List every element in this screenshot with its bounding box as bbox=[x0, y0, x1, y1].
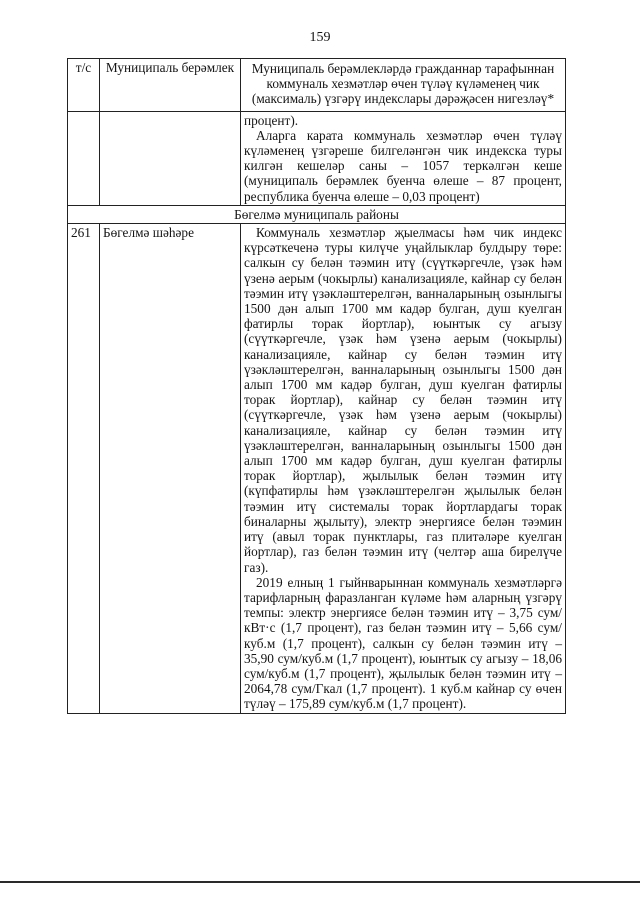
row-municipality: Бөгелмә шәһәре bbox=[100, 224, 241, 714]
district-row bbox=[68, 205, 566, 223]
data-table bbox=[67, 58, 566, 714]
header-municipality: Муниципаль берәмлек bbox=[100, 59, 241, 112]
continuation-num-cell bbox=[68, 111, 100, 205]
bottom-scan-border bbox=[0, 881, 640, 883]
page-number: 159 bbox=[309, 30, 331, 45]
row-num: 261 bbox=[68, 224, 100, 714]
row-text-cell bbox=[241, 224, 566, 714]
table-row bbox=[68, 224, 566, 714]
continuation-paragraph: Аларга карата коммуналь хезмәтләр өчен түләү күләменең үзгәреше билгеләнгән чик индекска туры килгән кешеләр саны – 1057 теркәлгән кеше (муниципаль берәмлек буенча өлеше – 87 процент, республика буенча өлеше – 0,03 процент) bbox=[244, 127, 562, 204]
continuation-text-cell bbox=[241, 111, 566, 205]
table-header-row bbox=[68, 59, 566, 112]
row-paragraph: 2019 елның 1 гыйнварыннан коммуналь хезмәтләргә тарифларның фаразланган күләме һәм аларның үзгәрү темпы: электр энергиясе белән тәэмин итү – 3,75 сум/кВт·с (1,7 процент), газ белән тәэмин итү – 5,66 сум/куб.м (1,7 процент), салкын су белән тәэмин итү – 35,90 сум/куб.м (1,7 процент), юынтык су агызу – 18,06 сум/куб.м (1,7 процент), җылылык белән тәэмин итү – 2064,78 сум/Гкал (1,7 процент). 1 куб.м кайнар су өчен түләү – 175,89 сум/куб.м (1,7 процент). bbox=[244, 574, 562, 712]
continuation-row bbox=[68, 111, 566, 205]
continuation-paragraph: процент). bbox=[244, 112, 299, 128]
continuation-municipality-cell bbox=[100, 111, 241, 205]
district-title: Бөгелмә муниципаль районы bbox=[68, 205, 566, 223]
header-indicator: Муниципаль берәмлекләрдә гражданнар тарафыннан коммуналь хезмәтләр өчен түләү күләменең чик (максималь) үзгәрү индекслары дәрәҗәсен нигезләү* bbox=[241, 59, 566, 112]
header-num: т/с bbox=[68, 59, 100, 112]
row-paragraph: Коммуналь хезмәтләр җыелмасы һәм чик индекс күрсәткеченә туры килүче уңайлыклар булдыру төре: салкын су белән тәэмин итү (сүүткәргечле, үзәк һәм үзенә аерым (чокырлы) канализацияле, кайнар су белән тәэмин итү үзәкләштерелгән, ванналарының озынлыгы 1500 дән алып 1700 мм кадәр булган, душ куелган фатирлы торак йортлар), юынтык су агызу (сүүткәргечле, үзәк һәм үзенә аерым (чокырлы) канализацияле, кайнар су белән тәэмин итү үзәкләштерелгән, ванналарының озынлыгы 1500 дән алып 1700 мм кадәр булган, душ куелган фатирлы торак йортлар), кайнар су белән тәэмин итү (сүүткәргечле, үзәк һәм үзенә аерым (чокырлы) канализацияле, кайнар су белән тәэмин итү үзәкләштерелгән, ванналарының озынлыгы 1500 дән алып 1700 мм кадәр булган, душ куелган фатирлы торак йортлар), җылылык белән тәэмин итү (күпфатирлы һәм үзәкләштерелгән җылылык белән тәэмин итү системалы торак йортлардагы торак биналарны җылыту), электр энергиясе белән тәэмин итү (авыл торак пунктлары, газ плитәләре куелган йортлар), газ белән тәэмин итү (челтәр аша бирелүче газ). bbox=[244, 225, 562, 575]
